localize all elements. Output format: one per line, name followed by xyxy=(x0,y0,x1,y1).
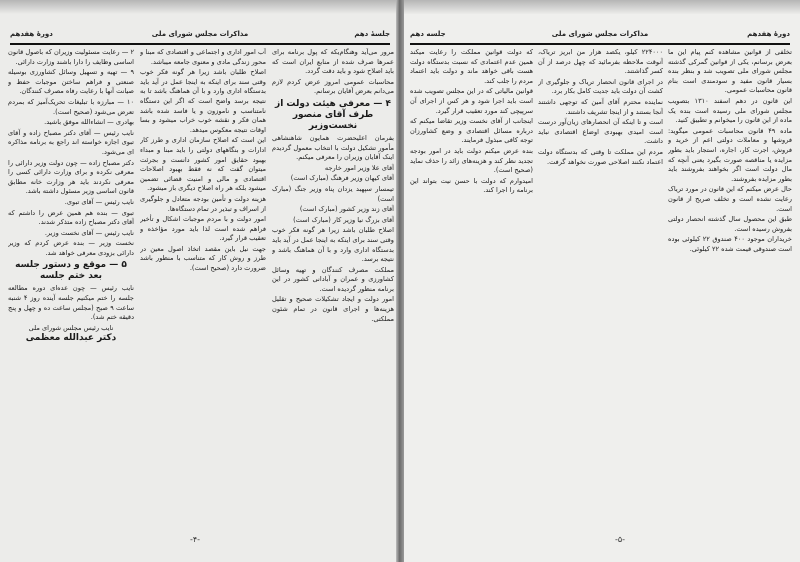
paragraph: ۲ — رعایت مسئولیت وزیران که باصول قانون اساسی وظایف را دارا باشند وزارت دارائی. xyxy=(8,48,134,66)
right-page xyxy=(400,0,800,562)
paragraph: بهادری — انشاءالله موفق باشید. xyxy=(44,118,134,127)
paragraph: طبق این محصول سال گذشته انحصار دولتی بفروش رسیده است. xyxy=(668,215,792,233)
page-number: -۴- xyxy=(190,535,201,544)
paragraph: ۲۲۴۰۰۰ کیلو، یکصد هزار من ابریز تریاک، آنوقت ملاحظه بفرمائید که چهل درصد از آن کسر گذاشتند. xyxy=(538,48,663,76)
paragraph: قوانین مالیاتی که در این مجلس تصویب شده است باید اجرا شود و هر کس از اجرای آن سرپیچی کند مورد تعقیب قرار گیرد. xyxy=(410,87,533,115)
minister-item: آقای علا وزیر امور خارجه xyxy=(324,163,394,172)
paragraph: دکتر مصباح زاده — چون دولت وزیر دارائی را معرفی نکرده و برای وزارت دارائی کسی را معرفی نکردند باید هر وزارت خانه مطابق قانون اساسی وزیر مسئول داشته باشد. xyxy=(8,158,134,196)
paragraph: امور دولت و ایجاد تشکیلات صحیح و تقلیل هزینه‌ها و اجرای قانون در تمام شئون مملکتی. xyxy=(272,295,394,323)
text-column xyxy=(538,48,663,516)
minister-item: آقای بزرگ نیا وزیر کار (مبارک است) xyxy=(293,215,394,224)
paragraph: هزینه دولت و تأمین بودجه متعادل و جلوگیری از اسراف و تبذیر در تمام دستگاه‌ها. xyxy=(140,194,266,213)
paragraph: تخلفی از قوانین مشاهده کنم پیام این ما بعرض برسانم، یکی از قوانین گمرکی گذشته مجلس شورای ملی تصویب شد و بنظر بنده بسیار قانون مفید و سودمندی است بنام قانون محاسبات عمومی. xyxy=(668,48,792,95)
page-number: -۵- xyxy=(615,535,626,544)
text-column xyxy=(272,48,394,516)
publication-title: مذاکرات مجلس شورای ملی xyxy=(151,30,249,38)
publication-title: مذاکرات مجلس شورای ملی xyxy=(551,30,649,38)
scan-edge xyxy=(0,0,400,14)
paragraph: در اجرای قانون انحصار تریاک و جلوگیری از کشت آن دولت باید جدیت کامل بکار برد. xyxy=(538,77,663,96)
header-rule xyxy=(10,43,390,45)
paragraph: نخست وزیر — بنده عرض کردم که وزیر دارائی بزودی معرفی خواهد شد. xyxy=(8,239,134,257)
section-heading: ۵ — موقع و دستور جلسه بعد ختم جلسه xyxy=(15,260,127,282)
scan-edge xyxy=(400,0,800,14)
paragraph: امیدوارم که دولت با حسن نیت بتواند این برنامه را اجرا کند. xyxy=(410,176,533,195)
signature-name: دکتر عبدالله معظمی xyxy=(25,333,117,344)
paragraph: آب امور اداری و اجتماعی و اقتصادی که مبنا و محور زندگی مادی و معنوی جامعه میباشد. xyxy=(140,48,266,66)
header-rule xyxy=(410,43,790,45)
session-label: جلسه دهم xyxy=(410,30,446,38)
paragraph: اینجانب از آقای نخست وزیر تقاضا میکنم که درباره مسائل اقتصادی و وضع کشاورزان توجه کافی مبذول فرمایند. xyxy=(410,117,533,145)
paragraph: نایب رئیس — چون عده‌ای دوره مطالعه جلسه را ختم میکنیم جلسه آینده روز ۴ شنبه ساعت ۹ صبح (مجلس ساعت ده و چهل و پنج دقیقه ختم شد). xyxy=(8,284,134,322)
paragraph: مملکت مصرف کنندگان و تهیه وسائل کشاورزی و عمران و آبادانی کشور در این برنامه منظور گردیده است. xyxy=(272,265,394,293)
page-header xyxy=(10,30,390,42)
paragraph: مرور می‌آید وهنگام‌یکه که پول برنامه برای عمرها صرف شده از منابع ایران است که باید اصلاح شود و باید دقت گردد. xyxy=(272,48,394,76)
paragraph: بنده عرض میکنم دولت باید در امور بودجه تجدید نظر کند و هزینه‌های زائد را حذف نماید (صحیح است). xyxy=(410,146,533,175)
session-label: جلسهٔ دهم xyxy=(354,30,390,38)
minister-item: آقای کیهان وزیر فرهنگ (مبارک است) xyxy=(290,174,394,183)
paragraph: اصلاح طلبان باشد زیرا هر گونه فکر خوب وقتی سند برای اینکه به اینجا عمل در آید باید بدستگاه اداری وارد و با آن هماهنگ باشد و نتیجه برسد. xyxy=(272,226,394,264)
paragraph: نایب رئیس — آقای دکتر مصباح زاده و آقای تبوی اجازه خواسته اند راجع به برنامه مذاکره ای می‌شود. xyxy=(8,128,134,156)
paragraph: ۹ — تهیه و تسهیل وسائل کشاورزی بوسیله صنعتی و فراهم ساختن موجبات حفظ و صیانت آنها با رعایت رفاه مصرف کنندگان. xyxy=(8,68,134,96)
term-label: دورهٔ هفدهم xyxy=(10,30,53,38)
paragraph: که دولت قوانین مملکت را رعایت میکند همین عدم اعتمادی که نسبت بدستگاه دولت هست باقی خواهد ماند و دولت باید اعتماد مردم را جلب کند. xyxy=(410,48,533,85)
paragraph: تبوی — بنده هم همین عرض را داشتم که آقای دکتر مصباح زاده متذکر شدند. xyxy=(8,208,134,227)
book-gutter xyxy=(396,0,404,562)
paragraph: مردم این مملکت تا وقتی که بدستگاه دولت اعتماد نکنند اصلاحی صورت نخواهد گرفت. xyxy=(538,147,663,166)
paragraph: محاسبات عمومی امروز عرض کردم لازم می‌دانم بعرض آقایان برسانم. xyxy=(272,77,394,96)
minister-item: تیمسار سپهبد یزدان پناه وزیر جنگ (مبارک است) xyxy=(272,184,394,203)
paragraph: نایب رئیس — آقای نخست وزیر. xyxy=(44,228,134,237)
text-column xyxy=(668,48,792,516)
paragraph: این است که اصلاح سازمان اداری و طرز کار ادارات و بنگاههای دولتی را باید مبنا و مبداء بهبود حقایق امور کشور دانست و بجرئت میتوان گفت که نه فقط بهبود اصلاحات اقتصادی و مالی و امنیت قضائی تضمین میشود بلکه هر راه اصلاح دیگری باز میشود. xyxy=(140,136,266,193)
paragraph: امور دولت و با مردم موجبات اشکال و تأخیر فراهم شده است لذا باید مورد مؤاخذه و تعقیب قرار گیرد. xyxy=(140,215,266,243)
text-column xyxy=(410,48,533,516)
term-label: دورهٔ هفدهم xyxy=(747,30,790,38)
signature-title: نایب رئیس مجلس شورای ملی xyxy=(28,323,114,332)
paragraph: اصلاح طلبان باشد زیرا هر گونه فکر خوب وقتی سند برای اینکه به اینجا عمل در آید باید بدستگاه اداری وارد و با آن هماهنگ باشد تا به نتیجه برسد واضح است که اگر این دستگاه نامتناسب و ناموزون و یا فاسد شده باشد همان فکر و نقشه خوب خراب میشود و بسا اوقات نتیجه معکوس میدهد. xyxy=(140,68,266,134)
paragraph: ماده ۴۹ قانون محاسبات عمومی میگوید: فروشها و معاملات دولتی اعم از خرید و فروش، اجرت کار، اجاره، استجار باید بطور مزایده یا مناقصه صورت بگیرد یعنی آنچه که مال دولت است اگر بخواهند بفروشند باید بطور مزایده بفروشند. xyxy=(668,126,792,183)
paragraph: ۱۰ — مبارزه با تبلیغات تحریک‌آمیز که بمردم تعرض می‌شود (صحیح است). xyxy=(8,97,134,116)
paragraph: است و تا اینکه آن انحصارهای زیان‌آور درست است امیدی بهبودی اوضاع اقتصادی نباید داشت. xyxy=(538,118,663,146)
paragraph: حال عرض میکنم که این قانون در مورد تریاک رعایت نشده است و تخلف صریح از قانون است. xyxy=(668,185,792,213)
minister-item: آقای زند وزیر کشور (مبارک است) xyxy=(299,205,394,214)
text-column xyxy=(140,48,266,516)
paragraph: خریداران موجود ۴۰۰ صندوق ۲۲ کیلوئی بوده است صندوقی قیمت شده ۲۲ کیلوئی. xyxy=(668,235,792,253)
paragraph: نماینده محترم آقای آمین که توجهی داشتند آنجا بستند و از اینجا تشریف داشتند. xyxy=(538,97,663,116)
paragraph: نایب رئیس — آقای تبوی. xyxy=(64,197,134,206)
paragraph: بفرمان اعلیحضرت همایون شاهنشاهی مأمور تشکیل دولت با انتخاب معمول گردیدم اینک آقایان وزیران را معرفی میکنم. xyxy=(272,133,394,162)
text-column xyxy=(8,48,134,516)
page-header xyxy=(410,30,790,42)
paragraph: این قانون در دهم اسفند ۱۳۱۰ بتصویب مجلس شورای ملی رسیده است بنده یک ماده از این قانون را میخوانم و تطبیق کنید. xyxy=(668,96,792,125)
section-heading: ۴ — معرفی هیئت دولت از طرف آقای منصور نخست‌وزیر xyxy=(275,98,391,131)
paragraph: جهت نیل باین مقصد اتخاذ اصول معین در طرز و روش کار که متناسب با منظور باشد ضرورت دارد (صحیح است). xyxy=(140,244,266,273)
